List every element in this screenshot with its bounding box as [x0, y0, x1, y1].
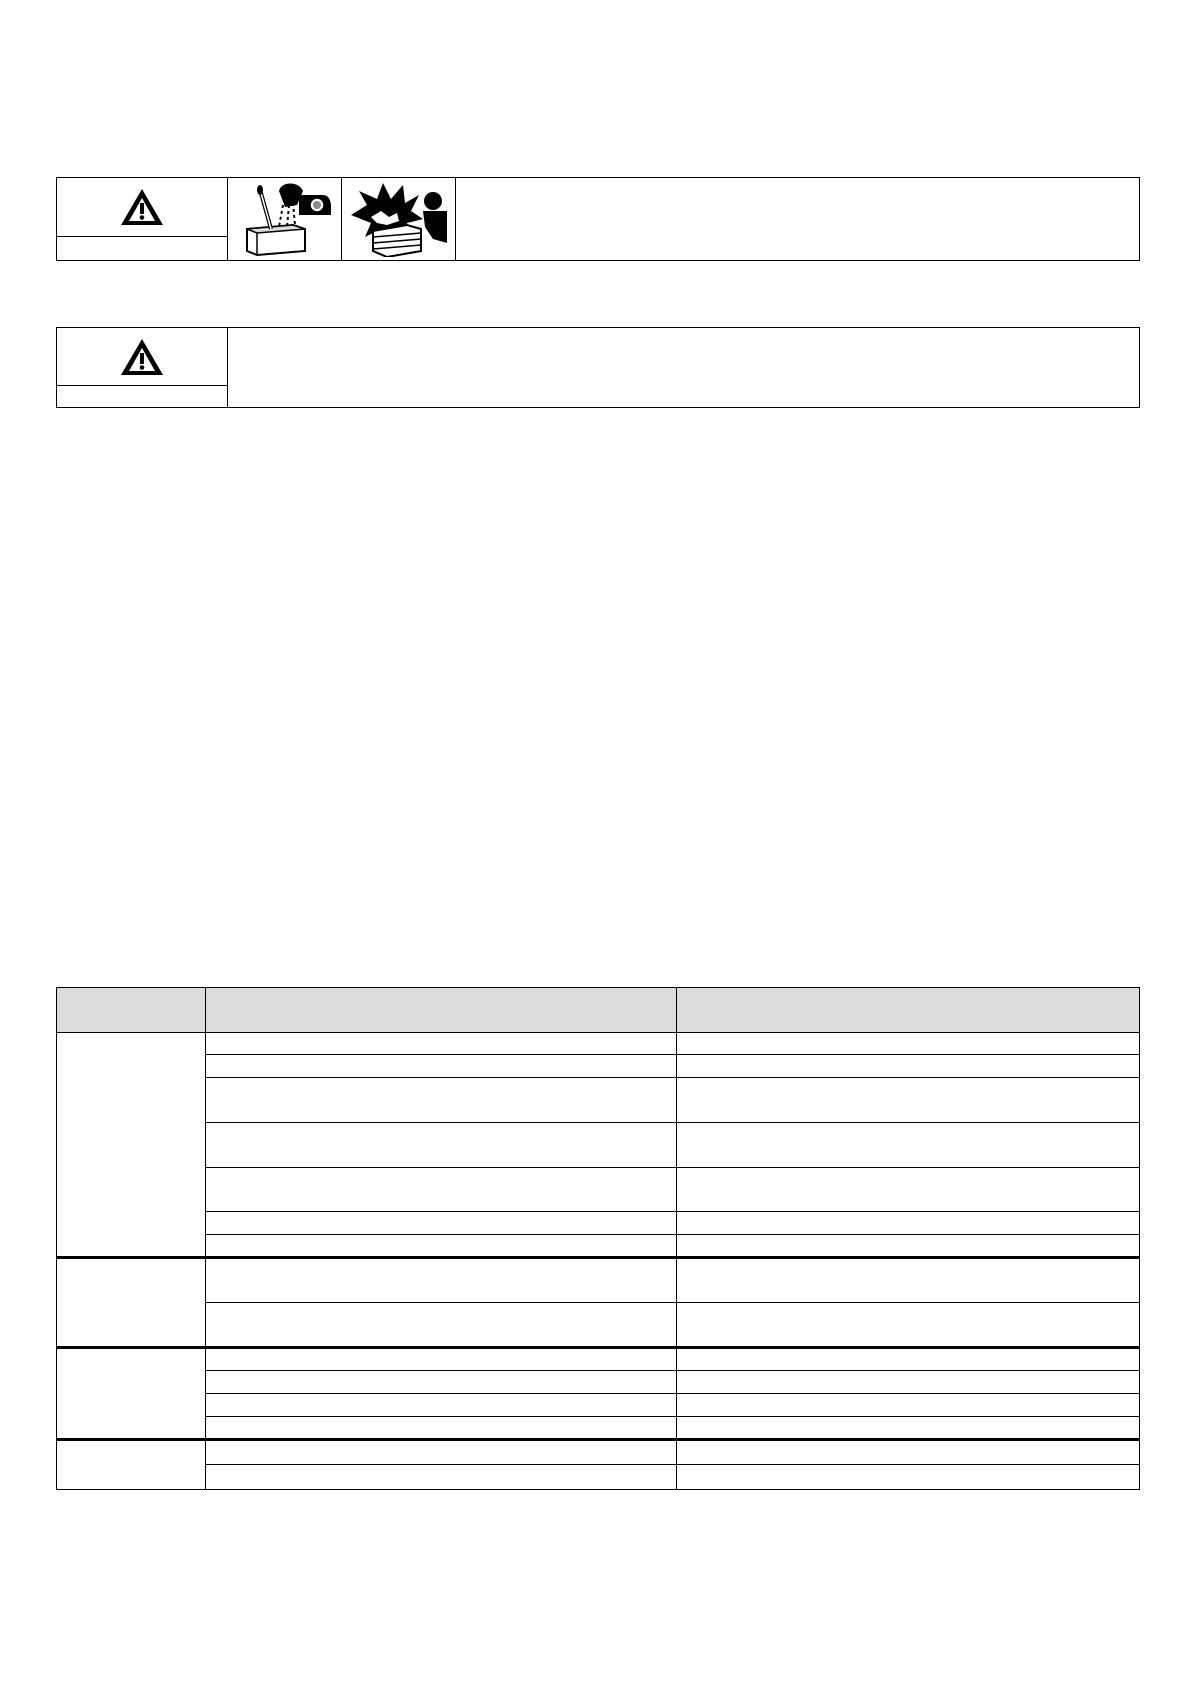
explosion-hazard-icon: [347, 181, 451, 257]
row-divider: [205, 1054, 1139, 1055]
signal-word-cell: [57, 328, 228, 407]
battery-acid-hazard-icon: [233, 181, 337, 257]
column-divider: [676, 988, 677, 1489]
group-divider: [57, 1256, 1139, 1259]
row-divider: [205, 1393, 1139, 1394]
row-divider: [205, 1370, 1139, 1371]
warning-triangle-icon: [119, 336, 165, 378]
row-divider: [205, 1464, 1139, 1465]
signal-word-label: [57, 236, 227, 260]
column-divider: [205, 988, 206, 1489]
row-divider: [205, 1302, 1139, 1303]
row-divider: [57, 1032, 1139, 1033]
group-divider: [57, 1438, 1139, 1441]
row-divider: [205, 1122, 1139, 1123]
troubleshooting-table: [56, 987, 1140, 1490]
signal-word-label: [57, 385, 227, 407]
table-header-row: [57, 988, 1139, 1032]
group-divider: [57, 1346, 1139, 1349]
warning-triangle-icon: [119, 186, 165, 228]
row-divider: [205, 1167, 1139, 1168]
row-divider: [205, 1416, 1139, 1417]
battery-pictogram-cell: [228, 178, 342, 260]
warning-text-cell: [456, 178, 1139, 260]
row-divider: [205, 1234, 1139, 1235]
warning-text-cell: [228, 328, 1139, 407]
warning-box-battery: [56, 177, 1140, 261]
row-divider: [205, 1211, 1139, 1212]
signal-word-cell: [57, 178, 228, 260]
row-divider: [205, 1077, 1139, 1078]
warning-box-general: [56, 327, 1140, 408]
explosion-pictogram-cell: [342, 178, 456, 260]
